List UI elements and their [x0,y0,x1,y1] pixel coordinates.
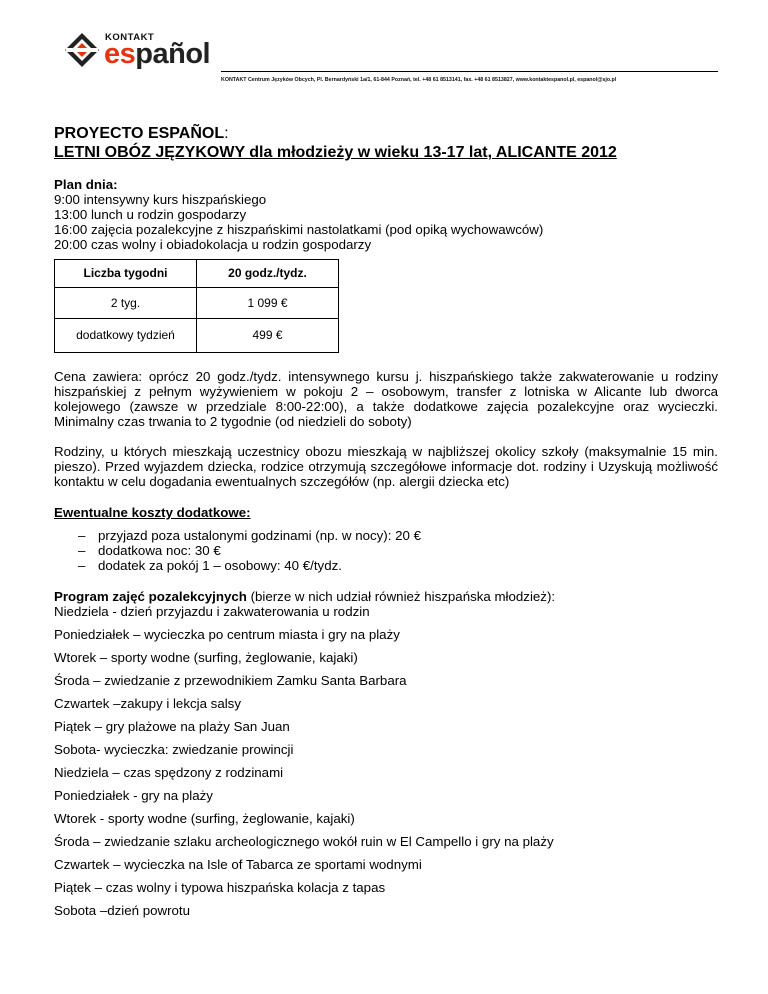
doc-title [54,124,718,143]
program-day: Sobota –dzień powrotu [54,903,191,918]
table-row [55,319,339,353]
document-body [54,124,718,918]
extras-item-text: przyjazd poza ustalonymi godzinami (np. w nocy): 20 € [98,528,421,543]
table-row [55,288,339,319]
dash-bullet: – [78,543,86,558]
plan-item: 16:00 zajęcia pozalekcyjne z hiszpańskimi nastolatkami (pod opiką wychowawców) [54,222,544,237]
program-day: Poniedziałek - gry na plaży [54,788,213,803]
doc-title-text: PROYECTO ESPAÑOL [54,125,225,142]
extras-item-text: dodatek za pokój 1 – osobowy: 40 €/tydz. [98,558,342,573]
doc-title-colon: : [224,125,229,142]
program-day: Niedziela – czas spędzony z rodzinami [54,765,284,780]
logo-wordmark [104,38,210,70]
price-cell-price: 499 € [197,319,339,353]
price-header-hours: 20 godz./tydz. [197,260,339,288]
price-cell-weeks: 2 tyg. [55,288,197,319]
doc-subtitle: LETNI OBÓZ JĘZYKOWY dla młodzieży w wieku 13-17 lat, ALICANTE 2012 [54,144,617,161]
logo-small-text: KONTAKT [105,32,155,43]
program-day: Środa – zwiedzanie z przewodnikiem Zamku Santa Barbara [54,673,407,688]
families-paragraph: Rodziny, u których mieszkają uczestnicy obozu mieszkają w najbliższej okolicy szkoły (maksymalnie 15 min. pieszo). Przed wyjazdem dziecka, rodzice otrzymują szczegółowe informacje dot. rodziny i Uzyskują możliwość kontaktu w celu dogadania ewentualnych szczegółów (np. alergii dziecka etc) [54,444,718,489]
extras-heading: Ewentualne koszty dodatkowe: [54,505,251,520]
header-divider [221,71,718,72]
program-day: Środa – zwiedzanie szlaku archeologicznego wokół ruin w El Campello i gry na plaży [54,834,554,849]
program-heading-bold: Program zajęć pozalekcyjnych [54,589,247,604]
plan-heading: Plan dnia: [54,177,118,192]
list-item [78,543,718,558]
program-day: Sobota- wycieczka: zwiedzanie prowincji [54,742,294,757]
plan-item: 20:00 czas wolny i obiadokolacja u rodzin gospodarzy [54,237,372,252]
program-day: Niedziela - dzień przyjazdu i zakwaterowania u rodzin [54,604,370,619]
header-address: KONTAKT Centrum Języków Obcych, Pl. Bernardyński 1a/1, 61-844 Poznań, tel. +48 61 8513141, fax. +48 61 8513827, www.kontaktespanol.pl, espanol@sjo.pl [221,77,617,83]
program-heading [54,589,718,604]
dash-bullet: – [78,528,86,543]
price-cell-price: 1 099 € [197,288,339,319]
price-cell-weeks: dodatkowy tydzień [55,319,197,353]
extras-item-text: dodatkowa noc: 30 € [98,543,221,558]
logo-es: es [104,38,136,70]
logo-pan: pañol [135,38,211,70]
dash-bullet: – [78,558,86,573]
program-day: Poniedziałek – wycieczka po centrum miasta i gry na plaży [54,627,400,642]
price-table-header [55,260,339,288]
program-day: Piątek – czas wolny i typowa hiszpańska kolacja z tapas [54,880,386,895]
price-header-weeks: Liczba tygodni [55,260,197,288]
plan-item: 9:00 intensywny kurs hiszpańskiego [54,192,267,207]
extras-list [78,528,718,573]
program-day: Czwartek –zakupy i lekcja salsy [54,696,241,711]
program-day: Piątek – gry plażowe na plaży San Juan [54,719,290,734]
list-item [78,528,718,543]
program-day: Czwartek – wycieczka na Isle of Tabarca ze sportami wodnymi [54,857,422,872]
list-item [78,558,718,573]
program-heading-rest: (bierze w nich udział również hiszpańska młodzież): [246,589,556,604]
logo-mark-icon [64,32,100,68]
plan-item: 13:00 lunch u rodzin gospodarzy [54,207,247,222]
price-table [54,259,339,353]
company-logo [64,30,214,78]
price-includes-paragraph: Cena zawiera: oprócz 20 godz./tydz. intensywnego kursu j. hiszpańskiego także zakwaterowanie u rodziny hiszpańskiej z pełnym wyżywieniem w pokoju 2 – osobowym, transfer z lotniska w Alicante lub dworca kolejowego (zawsze w przedziale 8:00-22:00), a także dodatkowe zajęcia pozalekcyjne oraz wycieczki. Minimalny czas trwania to 2 tygodnie (od niedzieli do soboty) [54,369,718,429]
program-day: Wtorek - sporty wodne (surfing, żeglowanie, kajaki) [54,811,355,826]
program-day: Wtorek – sporty wodne (surfing, żeglowanie, kajaki) [54,650,358,665]
